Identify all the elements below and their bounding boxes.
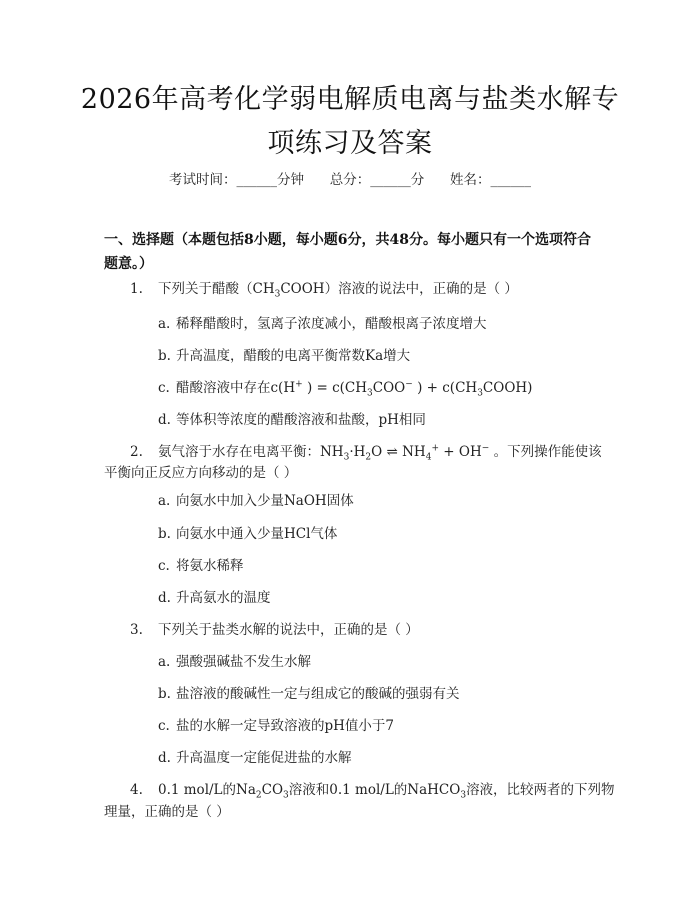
option-label: d. (158, 750, 171, 766)
question-1-option-a (158, 314, 487, 334)
q2-stem-part: ·H (349, 444, 366, 460)
subscript: 3 (343, 452, 350, 463)
option-text: ) = c(CH (302, 380, 368, 396)
option-text: COO (372, 380, 406, 396)
option-label: a. (158, 493, 171, 509)
question-3-stem (130, 618, 419, 642)
option-label: b. (158, 526, 171, 542)
superscript: − (481, 443, 490, 454)
q3-stem-text: 下列关于盐类水解的说法中，正确的是（ ） (158, 622, 419, 638)
option-label: b. (158, 686, 171, 702)
exam-meta (0, 168, 700, 188)
option-label: d. (158, 412, 171, 428)
option-label: c. (158, 380, 170, 396)
q4-stem-part: 0.1 mol/L的Na (158, 782, 256, 798)
q2-stem-part: 氨气溶于水存在电离平衡：NH (158, 444, 344, 460)
exam-total-score: 总分：______分 (329, 172, 425, 188)
exam-time: 考试时间：______分钟 (169, 172, 304, 188)
q1-stem-part: 下列关于醋酸（CH (158, 281, 275, 297)
q4-stem-part: 溶液，比较两者的下列物 (466, 782, 615, 798)
option-text: 盐溶液的酸碱性一定与组成它的酸碱的强弱有关 (176, 686, 460, 702)
title-line-2: 项练习及答案 (267, 128, 433, 159)
question-3-option-c (158, 716, 394, 736)
subscript: 2 (255, 790, 262, 801)
superscript: + (295, 379, 303, 390)
q4-stem-part: 溶液和0.1 mol/L的NaHCO (288, 782, 461, 798)
question-2-option-d (158, 588, 271, 608)
question-1-option-b (158, 346, 410, 366)
q2-stem-part: O ⇌ NH (371, 444, 426, 460)
option-text: 向氨水中加入少量NaOH固体 (176, 493, 354, 509)
q2-stem-part: 。下列操作能使该 (489, 444, 602, 460)
question-2-option-a (158, 491, 354, 511)
option-text: 强酸强碱盐不发生水解 (176, 654, 311, 670)
subscript: 3 (274, 289, 281, 300)
question-3-option-d (158, 748, 352, 768)
option-label: c. (158, 558, 170, 574)
section-heading (104, 228, 604, 276)
subscript: 3 (367, 388, 373, 399)
q4-stem-part: CO (261, 782, 284, 798)
question-4-stem-line2: 理量，正确的是（ ） (104, 804, 230, 820)
option-text: 升高温度，醋酸的电离平衡常数Ka增大 (176, 348, 411, 364)
option-label: c. (158, 718, 170, 734)
question-number: 1. (130, 281, 143, 297)
section-heading-line1: 一、选择题（本题包括8小题，每小题6分，共48分。每小题只有一个选项符合 (104, 232, 591, 248)
option-text: 等体积等浓度的醋酸溶液和盐酸，pH相同 (176, 412, 426, 428)
subscript: 3 (477, 388, 483, 399)
question-2-stem-line2: 平衡向正反应方向移动的是（ ） (104, 465, 298, 481)
option-text: 升高温度一定能促进盐的水解 (176, 750, 352, 766)
option-text: 升高氨水的温度 (176, 590, 271, 606)
option-text: 醋酸溶液中存在c(H (176, 380, 296, 396)
option-label: d. (158, 590, 171, 606)
subscript: 4 (425, 452, 432, 463)
section-heading-line2: 题意。） (104, 256, 153, 272)
question-3-option-b (158, 684, 460, 704)
option-text: 将氨水稀释 (176, 558, 244, 574)
superscript: + (431, 443, 439, 454)
option-text: COOH) (482, 380, 533, 396)
option-label: a. (158, 316, 171, 332)
option-text: 向氨水中通入少量HCl气体 (176, 526, 338, 542)
subscript: 2 (365, 452, 372, 463)
question-1-option-d (158, 410, 426, 430)
question-1-option-c (158, 378, 532, 398)
student-name: 姓名：______ (450, 172, 531, 188)
question-number: 2. (130, 444, 143, 460)
question-2-option-c (158, 556, 244, 576)
question-number: 4. (130, 782, 143, 798)
q2-stem-part: + OH (438, 444, 482, 460)
title-line-1: 2026年高考化学弱电解质电离与盐类水解专 (80, 84, 620, 115)
option-label: a. (158, 654, 171, 670)
question-3-option-a (158, 652, 311, 672)
document-title (60, 78, 640, 166)
option-text: ) + c(CH (412, 380, 478, 396)
question-2-option-b (158, 524, 337, 544)
question-number: 3. (130, 622, 143, 638)
question-1-stem (130, 277, 518, 301)
option-text: 盐的水解一定导致溶液的pH值小于7 (176, 718, 395, 734)
q1-stem-part: COOH）溶液的说法中，正确的是（ ） (280, 281, 518, 297)
option-text: 稀释醋酸时，氢离子浓度减小，醋酸根离子浓度增大 (176, 316, 487, 332)
question-4-stem-line1 (130, 778, 615, 802)
option-label: b. (158, 348, 171, 364)
superscript: − (405, 379, 413, 390)
subscript: 3 (460, 790, 467, 801)
subscript: 3 (283, 790, 289, 801)
